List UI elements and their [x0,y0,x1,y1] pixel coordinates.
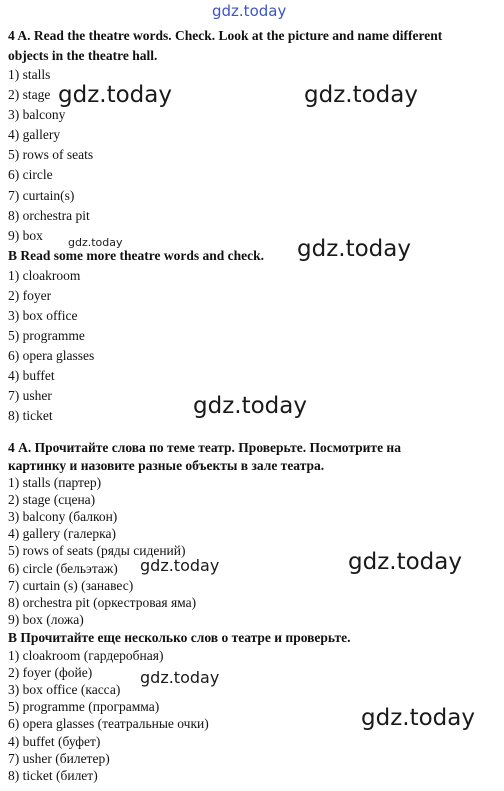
list-item: 3) box office (касса) [8,682,121,697]
watermark: gdz.today [348,549,462,575]
list-item: 1) cloakroom [8,268,81,283]
task-b-heading: B Read some more theatre words and check. [8,248,264,263]
list-item: 5) programme [8,328,85,343]
list-item: 6) circle [8,167,53,182]
list-item: 8) ticket [8,408,53,423]
list-item: 6) opera glasses [8,348,95,363]
watermark: gdz.today [58,82,172,108]
task-a-heading-continued: objects in the theatre hall. [8,48,158,63]
task-a-heading-ru-continued: картинку и назовите разные объекты в зале театра. [8,458,325,473]
list-item: 1) stalls (партер) [8,475,102,490]
watermark: gdz.today [297,236,411,262]
list-item: 8) orchestra pit [8,208,90,223]
task-b-heading-ru: В Прочитайте еще несколько слов о театре и проверьте. [8,630,351,645]
list-item: 6) circle (бельэтаж) [8,561,118,576]
list-item: 6) opera glasses (театральные очки) [8,716,209,731]
task-a-heading: 4 A. Read the theatre words. Check. Look at the picture and name different [8,28,443,43]
list-item: 7) curtain (s) (занавес) [8,578,134,593]
watermark-link[interactable]: gdz.today [212,2,287,20]
list-item: 3) balcony [8,107,66,122]
list-item: 7) usher (билетер) [8,751,110,766]
list-item: 9) box (ложа) [8,612,84,627]
task-a-heading-ru: 4 А. Прочитайте слова по теме театр. Проверьте. Посмотрите на [8,440,401,455]
watermark: gdz.today [68,236,123,249]
list-item: 7) curtain(s) [8,188,75,203]
list-item: 4) buffet [8,368,55,383]
list-item: 3) balcony (балкон) [8,509,118,524]
list-item: 7) usher [8,388,52,403]
list-item: 4) gallery (галерка) [8,526,116,541]
list-item: 5) rows of seats [8,147,94,162]
watermark: gdz.today [304,82,418,108]
list-item: 2) foyer (фойе) [8,665,93,680]
list-item: 1) stalls [8,67,51,82]
list-item: 1) cloakroom (гардеробная) [8,648,164,663]
list-item: 4) gallery [8,127,61,142]
list-item: 8) ticket (билет) [8,768,98,783]
list-item: 2) stage [8,87,51,102]
list-item: 5) rows of seats (ряды сидений) [8,543,186,558]
list-item: 8) orchestra pit (оркестровая яма) [8,595,197,610]
list-item: 2) stage (сцена) [8,492,96,507]
watermark: gdz.today [193,393,307,419]
watermark: gdz.today [361,705,475,731]
list-item: 3) box office [8,308,78,323]
list-item: 9) box [8,228,43,243]
list-item: 4) buffet (буфет) [8,734,101,749]
watermark: gdz.today [140,556,220,575]
list-item: 2) foyer [8,288,52,303]
list-item: 5) programme (программа) [8,699,160,714]
watermark: gdz.today [140,668,220,687]
